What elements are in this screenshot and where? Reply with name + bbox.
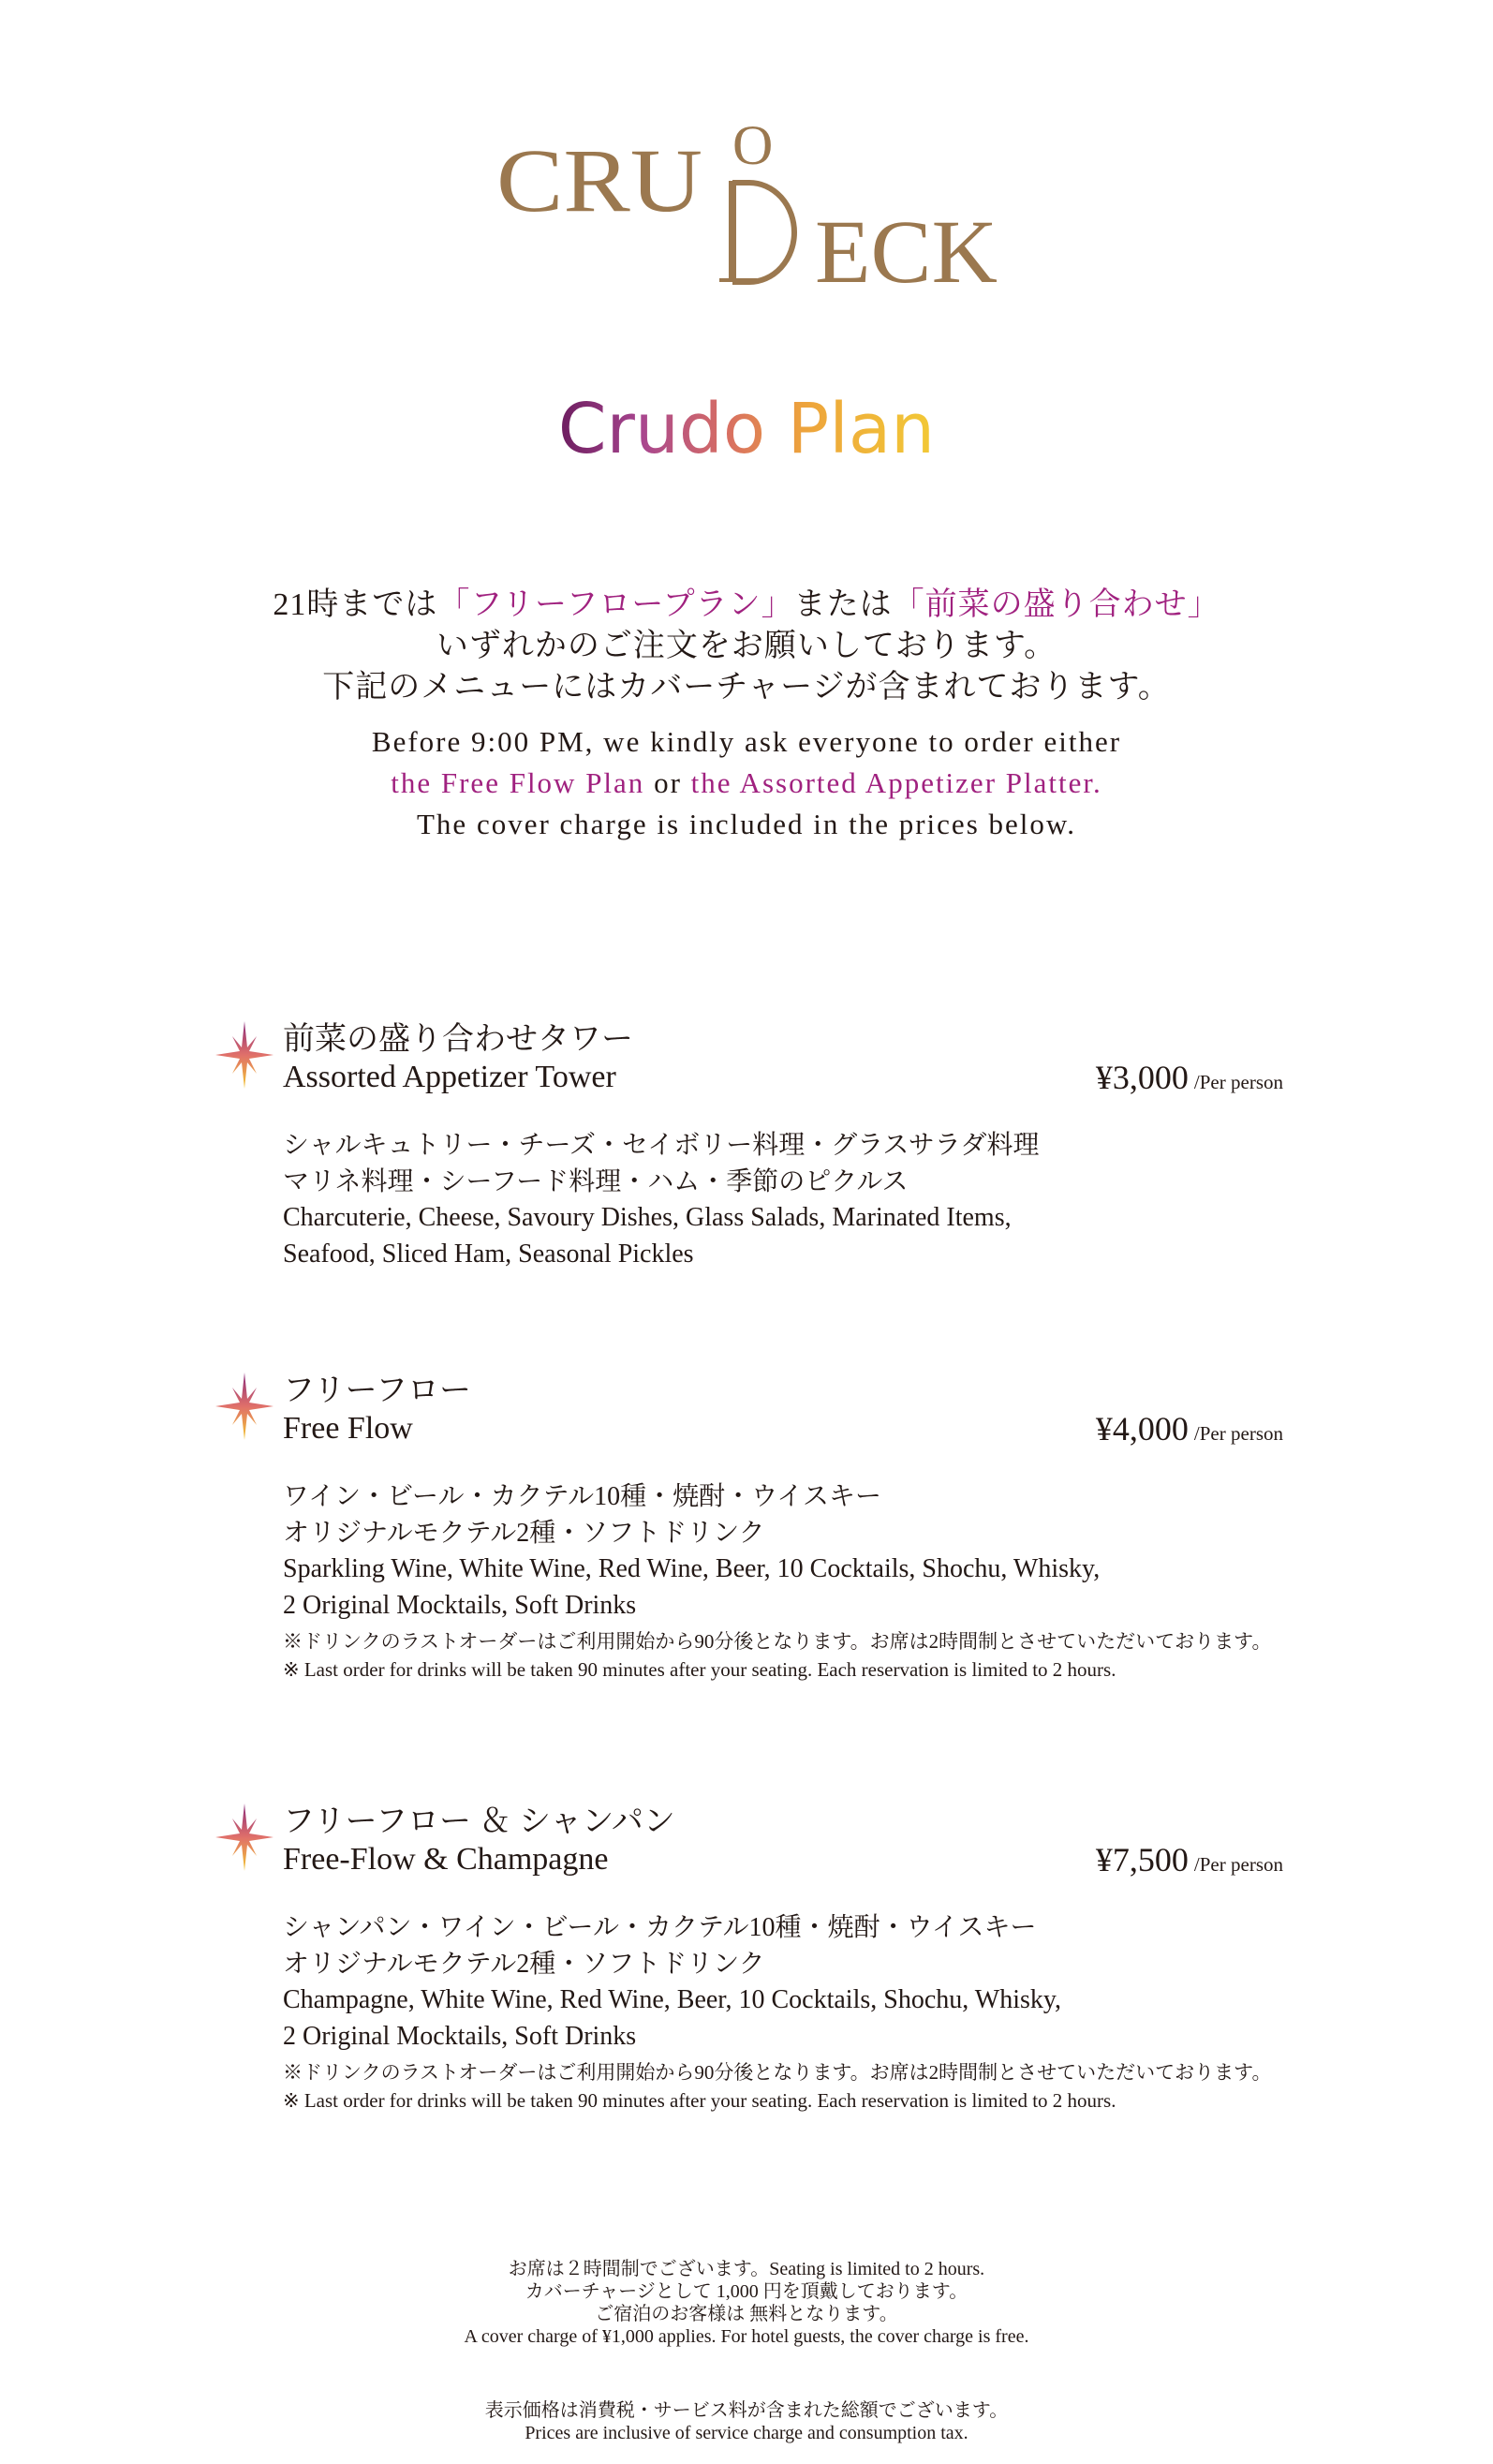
item-description: シャルキュトリー・チーズ・セイボリー料理・グラスサラダ料理 マリネ料理・シーフード料理・ハム・季節のピクルス Charcuterie, Cheese, Savoury Dishes, Glass Salads, Marinated Items, Seafood, Sliced Ham, Seasonal Pickles <box>283 1131 1040 1269</box>
item-description: ワイン・ビール・カクテル10種・焼酎・ウイスキー オリジナルモクテル2種・ソフトドリンク Sparkling Wine, White Wine, Red Wine, Beer, 10 Cocktails, Shochu, Whisky, 2 Original Mocktails, Soft Drinks <box>283 1482 1101 1620</box>
star-icon <box>215 1803 273 1871</box>
intro-en-line3: The cover charge is included in the prices below. <box>417 808 1076 840</box>
intro-en-line1: Before 9:00 PM, we kindly ask everyone to order either <box>371 725 1122 758</box>
item-title-en: Free-Flow & Champagne <box>283 1842 609 1877</box>
logo-eck: ECK <box>815 201 998 295</box>
item-price: ¥7,500 /Per person <box>1095 1841 1283 1878</box>
item-description: シャンパン・ワイン・ビール・カクテル10種・焼酎・ウイスキー オリジナルモクテル2種・ソフトドリンク Champagne, White Wine, Red Wine, Beer, 10 Cocktails, Shochu, Whisky, 2 Original Mocktails, Soft Drinks <box>283 1913 1062 2051</box>
item-title-en: Free Flow <box>283 1411 413 1446</box>
item-notes: ※ドリンクのラストオーダーはご利用開始から90分後となります。お席は2時間制とさせていただいております。 ※ Last order for drinks will be taken 90 minutes after your seating. Each reservation is limited to 2 hours. <box>283 2061 1272 2112</box>
item-price: ¥4,000 /Per person <box>1095 1410 1283 1447</box>
star-icon <box>215 1373 273 1440</box>
crudo-deck-logo <box>487 117 1012 295</box>
page-title: Crudo Plan <box>557 389 936 469</box>
intro-text <box>0 585 1493 845</box>
intro-en-line2: the Free Flow Plan or the Assorted Appetizer Platter. <box>391 766 1102 799</box>
logo-d-mark <box>719 181 794 282</box>
item-notes: ※ドリンクのラストオーダーはご利用開始から90分後となります。お席は2時間制とさせていただいております。 ※ Last order for drinks will be taken 90 minutes after your seating. Each reservation is limited to 2 hours. <box>283 1630 1272 1681</box>
intro-jp-line2: いずれかのご注文をお願いしております。 <box>436 629 1057 663</box>
footer-tax-note: 表示価格は消費税・サービス料が含まれた総額でございます。 Prices are inclusive of service charge and consumption tax. <box>484 2400 1009 2443</box>
star-icon <box>215 1021 273 1089</box>
item-title-jp: フリーフロー ＆ シャンパン <box>283 1804 675 1839</box>
item-title-jp: 前菜の盛り合わせタワー <box>283 1022 633 1057</box>
item-title-jp: フリーフロー <box>283 1373 471 1408</box>
footer-seating-note: お席は２時間制でございます。Seating is limited to 2 hours. カバーチャージとして 1,000 円を頂戴しております。 ご宿泊のお客様は 無料となります。 A cover charge of ¥1,000 applies. For hotel guests, the cover charge is free. <box>464 2259 1029 2347</box>
item-price: ¥3,000 /Per person <box>1095 1059 1283 1096</box>
intro-jp-line3: 下記のメニューにはカバーチャージが含まれております。 <box>322 670 1171 705</box>
intro-jp-line1: 21時までは「フリーフロープラン」または「前菜の盛り合わせ」 <box>273 587 1220 622</box>
logo-o: O <box>732 117 774 176</box>
logo-cru: CRU <box>496 130 702 230</box>
item-title-en: Assorted Appetizer Tower <box>283 1060 616 1094</box>
